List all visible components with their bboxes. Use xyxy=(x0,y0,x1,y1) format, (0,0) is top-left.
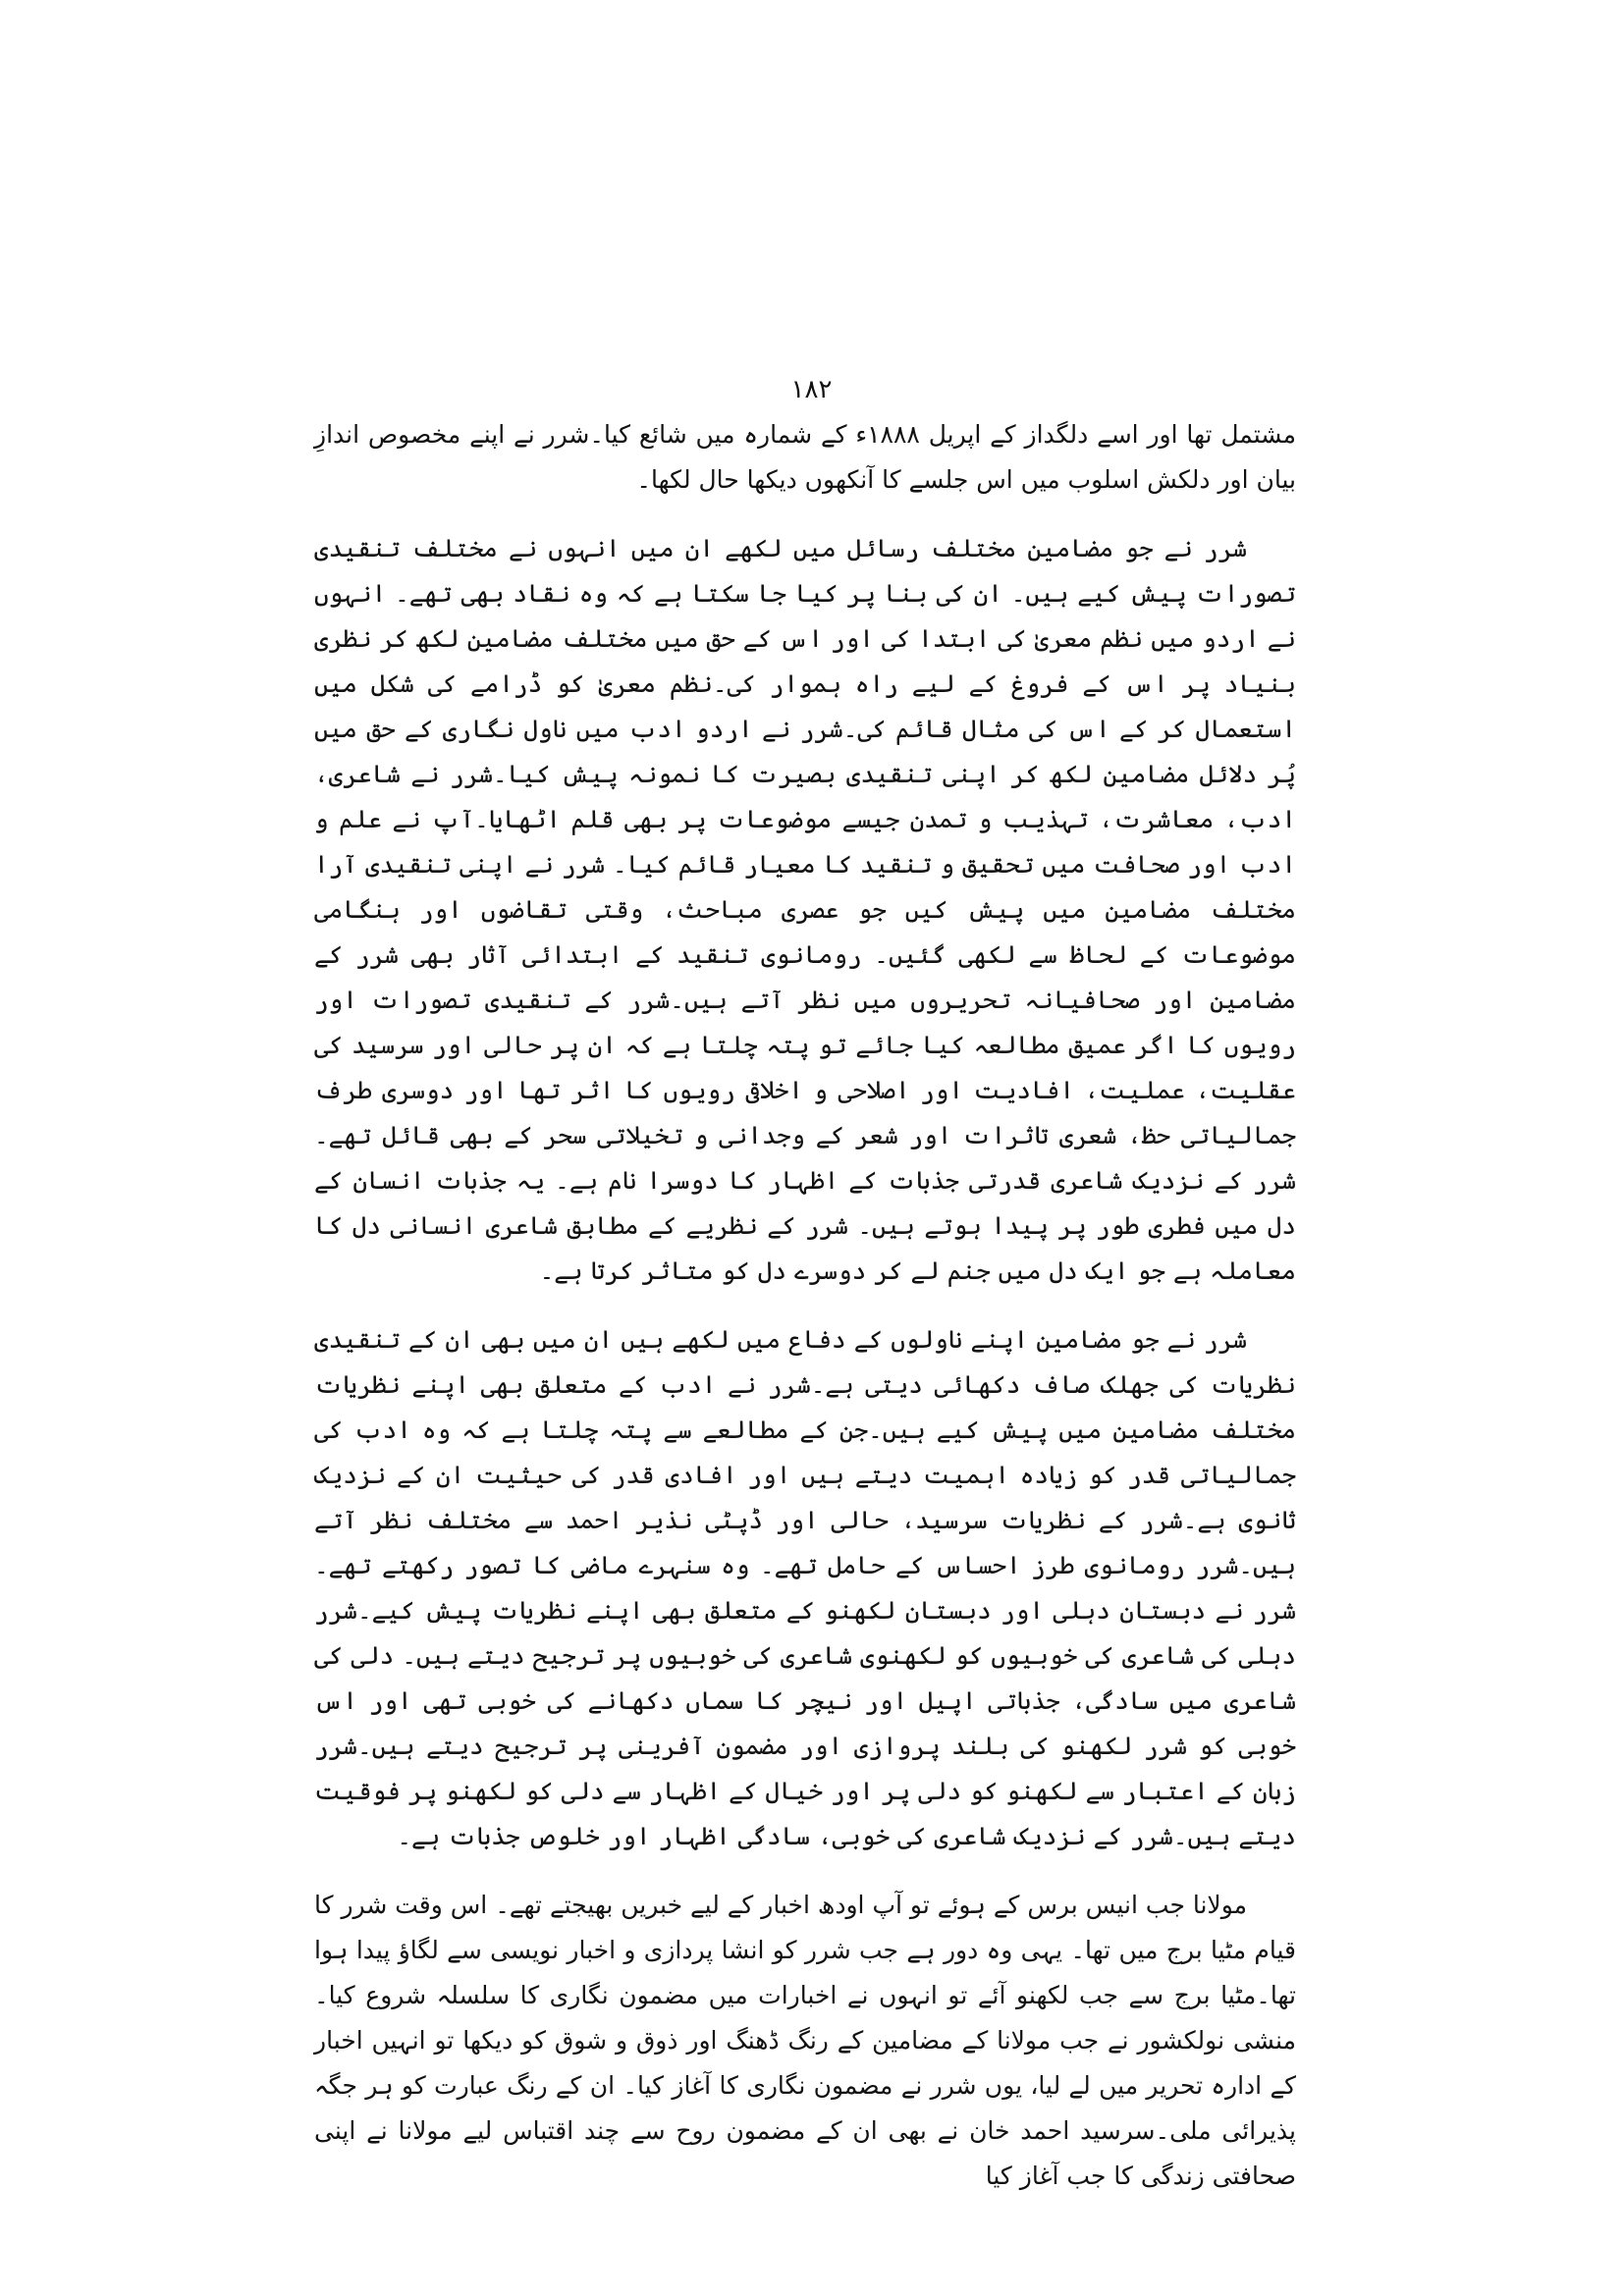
page-number: ۱۸۲ xyxy=(790,375,833,404)
paragraph-1: مشتمل تھا اور اسے دلگداز کے اپریل ۱۸۸۸ء کے شمارہ میں شائع کیا۔شرر نے اپنے مخصوص اندازِ بیان اور دلکش اسلوب میں اس جلسے کا آنکھوں دیکھا حال لکھا۔ xyxy=(314,420,1296,494)
body-text xyxy=(314,412,1296,2222)
paragraph-2: شرر نے جو مضامین مختلف رسائل میں لکھے ان میں انہوں نے مختلف تنقیدی تصورات پیش کیے ہیں۔ ان کی بنا پر کیا جا سکتا ہے کہ وہ نقاد بھی تھے۔ انہوں نے اردو میں نظم معریٰ کی ابتدا کی اور اس کے حق میں مختلف مضامین لکھ کر نظری بنیاد پر اس کے فروغ کے لیے راہ ہموار کی۔نظم معریٰ کو ڈرامے کی شکل میں استعمال کر کے اس کی مثال قائم کی۔شرر نے اردو ادب میں ناول نگاری کے حق میں پُر دلائل مضامین لکھ کر اپنی تنقیدی بصیرت کا نمونہ پیش کیا۔شرر نے شاعری، ادب، معاشرت، تہذیب و تمدن جیسے موضوعات پر بھی قلم اٹھایا۔آپ نے علم و ادب اور صحافت میں تحقیق و تنقید کا معیار قائم کیا۔ شرر نے اپنی تنقیدی آرا مختلف مضامین میں پیش کیں جو عصری مباحث، وقتی تقاضوں اور ہنگامی موضوعات کے لحاظ سے لکھی گئیں۔ رومانوی تنقید کے ابتدائی آثار بھی شرر کے مضامین اور صحافیانہ تحریروں میں نظر آتے ہیں۔شرر کے تنقیدی تصورات اور رویوں کا اگر عمیق مطالعہ کیا جائے تو پتہ چلتا ہے کہ ان پر حالی اور سرسید کی عقلیت، عملیت، افادیت اور اصلاحی و اخلاقی رویوں کا اثر تھا اور دوسری طرف جمالیاتی حظ، شعری تاثرات اور شعر کے وجدانی و تخیلاتی سحر کے بھی قائل تھے۔شرر کے نزدیک شاعری قدرتی جذبات کے اظہار کا دوسرا نام ہے۔ یہ جذبات انسان کے دل میں فطری طور پر پیدا ہوتے ہیں۔ شرر کے نظریے کے مطابق شاعری انسانی دل کا معاملہ ہے جو ایک دل میں جنم لے کر دوسرے دل کو متاثر کرتا ہے۔ xyxy=(314,534,1296,1285)
paragraph-3: شرر نے جو مضامین اپنے ناولوں کے دفاع میں لکھے ہیں ان میں بھی ان کے تنقیدی نظریات کی جھلک صاف دکھائی دیتی ہے۔شرر نے ادب کے متعلق بھی اپنے نظریات مختلف مضامین میں پیش کیے ہیں۔جن کے مطالعے سے پتہ چلتا ہے کہ وہ ادب کی جمالیاتی قدر کو زیادہ اہمیت دیتے ہیں اور افادی قدر کی حیثیت ان کے نزدیک ثانوی ہے۔شرر کے نظریات سرسید، حالی اور ڈپٹی نذیر احمد سے مختلف نظر آتے ہیں۔شرر رومانوی طرز احساس کے حامل تھے۔ وہ سنہرے ماضی کا تصور رکھتے تھے۔شرر نے دبستان دہلی اور دبستان لکھنو کے متعلق بھی اپنے نظریات پیش کیے۔شرر دہلی کی شاعری کی خوبیوں کو لکھنوی شاعری کی خوبیوں پر ترجیح دیتے ہیں۔ دلی کی شاعری میں سادگی، جذباتی اپیل اور نیچر کا سماں دکھانے کی خوبی تھی اور اس خوبی کو شرر لکھنو کی بلند پروازی اور مضمون آفرینی پر ترجیح دیتے ہیں۔شرر زبان کے اعتبار سے لکھنو کو دلی پر اور خیال کے اظہار سے دلی کو لکھنو پر فوقیت دیتے ہیں۔شرر کے نزدیک شاعری کی خوبی، سادگی اظہار اور خلوص جذبات ہے۔ xyxy=(314,1325,1296,1850)
paragraph-4: مولانا جب انیس برس کے ہوئے تو آپ اودھ اخبار کے لیے خبریں بھیجتے تھے۔ اس وقت شرر کا قیام مٹیا برج میں تھا۔ یہی وہ دور ہے جب شرر کو انشا پردازی و اخبار نویسی سے لگاؤ پیدا ہوا تھا۔مٹیا برج سے جب لکھنو آئے تو انہوں نے اخبارات میں مضمون نگاری کا سلسلہ شروع کیا۔منشی نولکشور نے جب مولانا کے مضامین کے رنگ ڈھنگ اور ذوق و شوق کو دیکھا تو انہیں اخبار کے ادارہ تحریر میں لے لیا، یوں شرر نے مضمون نگاری کا آغاز کیا۔ ان کے رنگ عبارت کو ہر جگہ پذیرائی ملی۔سرسید احمد خان نے بھی ان کے مضمون روح سے چند اقتباس لیے مولانا نے اپنی صحافتی زندگی کا جب آغاز کیا xyxy=(314,1891,1296,2190)
